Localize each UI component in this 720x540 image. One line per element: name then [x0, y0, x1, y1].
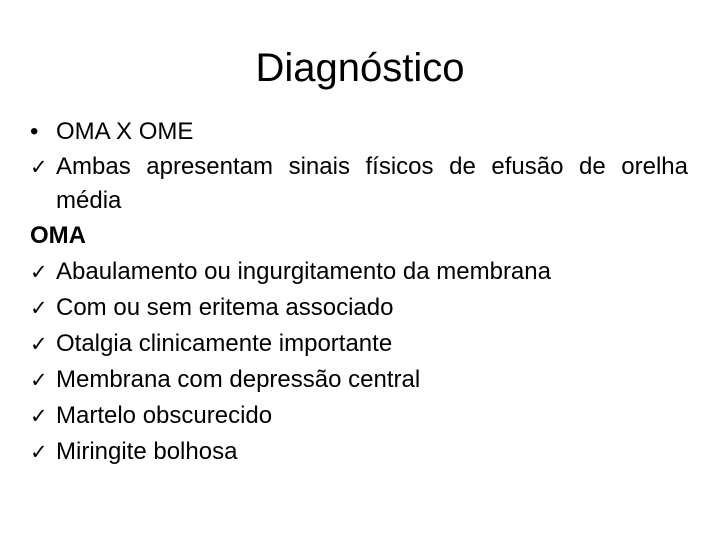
check-item [30, 362, 688, 398]
check-item-text: Miringite bolhosa [56, 438, 238, 465]
check-item-text: Otalgia clinicamente importante [56, 330, 393, 357]
check-item [30, 150, 688, 218]
check-item [30, 434, 688, 470]
check-item-text: Com ou sem eritema associado [56, 294, 394, 321]
section-heading-text: OMA [30, 222, 86, 249]
check-icon: ✓ [30, 296, 48, 320]
check-item-text: Martelo obscurecido [56, 402, 273, 429]
check-item [30, 398, 688, 434]
slide-title: Diagnóstico [255, 46, 465, 90]
bullet-icon: • [30, 118, 39, 145]
check-icon: ✓ [30, 440, 48, 464]
bullet-item-text: OMA X OME [56, 118, 194, 145]
slide-body [30, 114, 688, 470]
section-heading [30, 218, 688, 254]
check-icon: ✓ [30, 155, 48, 179]
check-item-text: Ambas apresentam sinais físicos de efusão de orelha média [56, 153, 688, 214]
check-item [30, 290, 688, 326]
check-item [30, 254, 688, 290]
check-icon: ✓ [30, 260, 48, 284]
bullet-item [30, 114, 688, 150]
check-item [30, 326, 688, 362]
check-icon: ✓ [30, 368, 48, 392]
check-item-text: Abaulamento ou ingurgitamento da membrana [56, 258, 551, 285]
check-icon: ✓ [30, 404, 48, 428]
check-item-text: Membrana com depressão central [56, 366, 421, 393]
check-icon: ✓ [30, 332, 48, 356]
